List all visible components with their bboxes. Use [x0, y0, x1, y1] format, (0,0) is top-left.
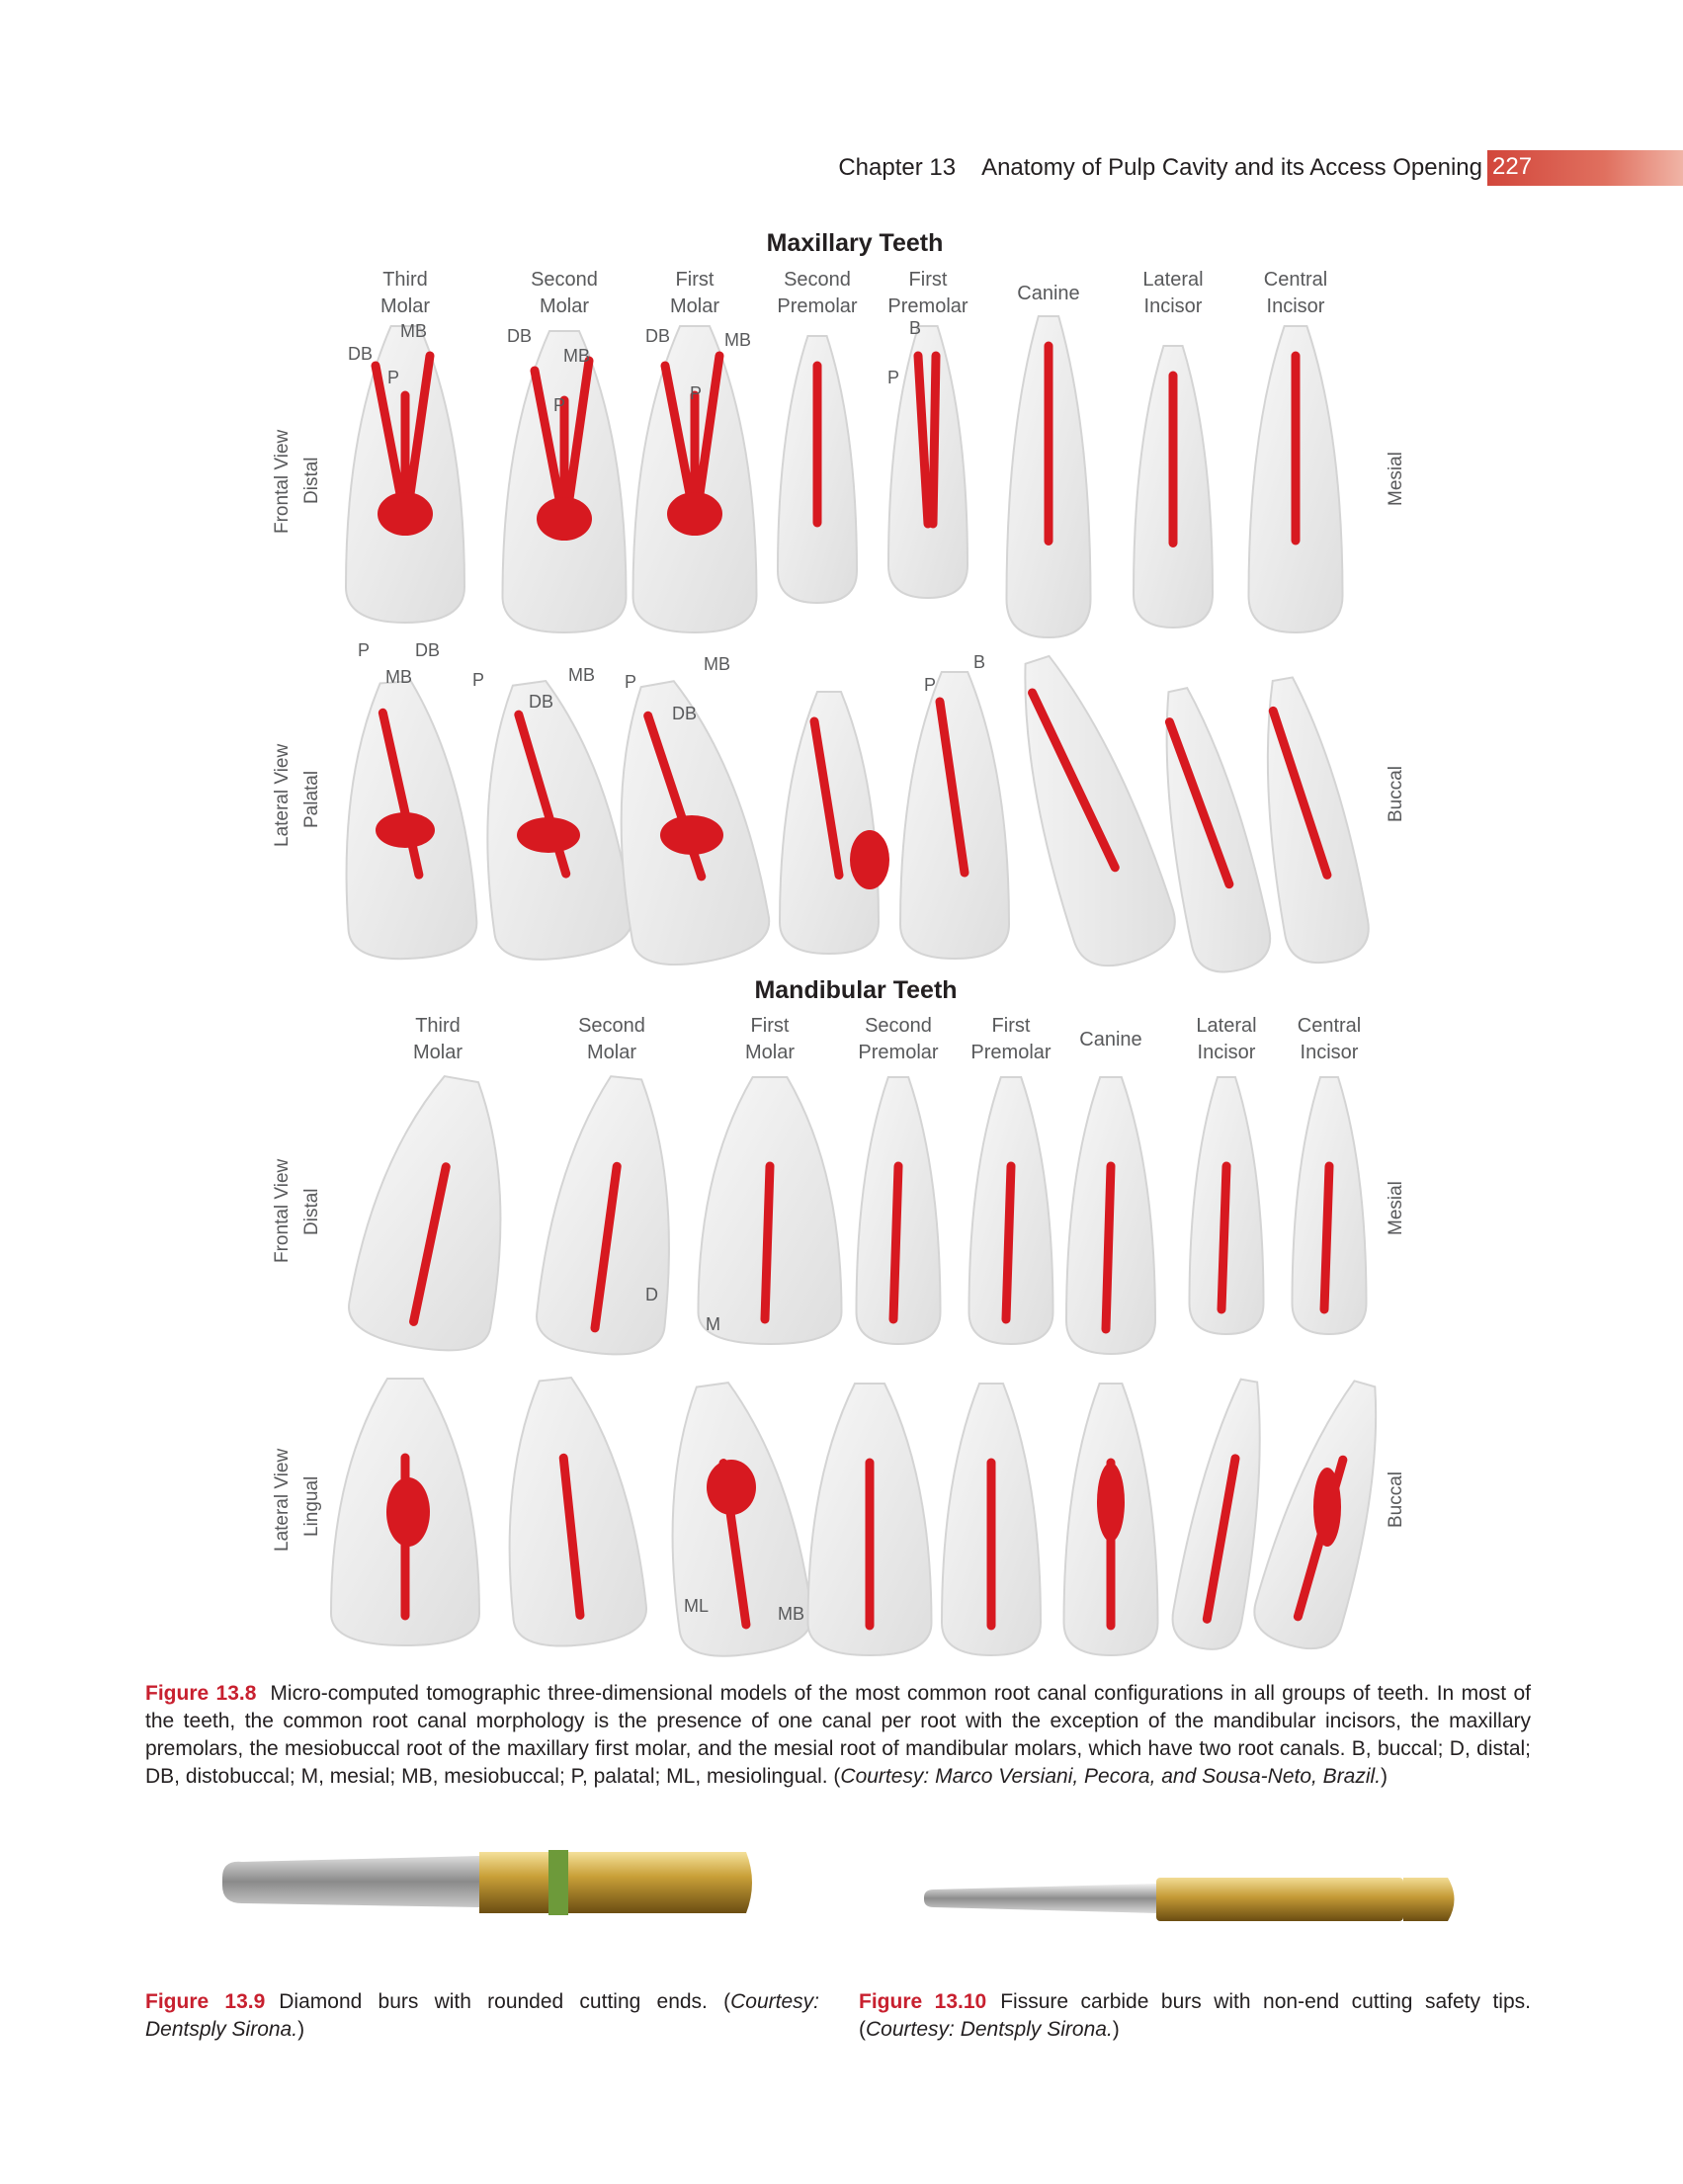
man-frontal-view-label: Frontal View — [272, 1158, 293, 1263]
mandibular-title: Mandibular Teeth — [754, 976, 958, 1004]
figure-13-10-label: Figure 13.10 — [859, 1990, 987, 2013]
canal-label: B — [973, 652, 986, 672]
max-lateral-left-side: Palatal — [301, 770, 322, 828]
canal-label: MB — [385, 667, 412, 687]
maxillary-column-label: Canine — [1017, 283, 1080, 304]
mandibular-column-label: First Molar — [744, 1015, 795, 1063]
maxillary-column-label: Central Incisor — [1263, 269, 1328, 317]
figure-13-8-caption: Figure 13.8 Micro-computed tomographic three-dimensional models of the most common root canal configurations in all groups of teeth. In most of the teeth, the common root canal morphology is the presence of one canal per root with the exception of the mandibular incisors, the maxillary premolars, the mesiobuccal root of the maxillary first molar, and the mesial root of mandibular molars, which have two root canals. B, buccal; D, distal; DB, distobuccal; M, mesial; MB, mesiobuccal; P, palatal; ML, mesiolingual. (Courtesy: Marco Versiani, Pecora, and Sousa-Neto, Brazil.) — [145, 1682, 1531, 1788]
man-frontal-right-side: Mesial — [1386, 1181, 1406, 1235]
max-frontal-right-side: Mesial — [1386, 452, 1406, 506]
mandibular-column-label: Central Incisor — [1297, 1015, 1362, 1063]
mandibular-column-label: Second Molar — [578, 1015, 645, 1063]
canal-label: MB — [568, 665, 595, 685]
figure-13-9-credit: Courtesy: Dentsply Sirona. — [145, 1990, 819, 2041]
figure-13-10-credit: Courtesy: Dentsply Sirona. — [866, 2018, 1113, 2041]
canal-label: ML — [684, 1596, 710, 1616]
canal-label: B — [909, 318, 922, 338]
max-lateral-right-side: Buccal — [1386, 765, 1406, 822]
canal-label: D — [645, 1285, 658, 1304]
figure-13-10-text: Fissure carbide burs with non-end cutting safety tips. ( — [859, 1990, 1531, 2041]
maxillary-column-label: Lateral Incisor — [1142, 269, 1204, 317]
figure-13-9-caption: Figure 13.9 Diamond burs with rounded cutting ends. (Courtesy: Dentsply Sirona.) — [145, 1990, 819, 2041]
carbide-bur-image — [919, 1866, 1473, 1935]
max-frontal-left-side: Distal — [301, 457, 322, 504]
canal-label: DB — [645, 326, 671, 346]
canal-label: P — [472, 670, 485, 690]
man-lateral-left-side: Lingual — [301, 1475, 322, 1537]
maxillary-column-label: First Molar — [669, 269, 719, 317]
figure-13-9-label: Figure 13.9 — [145, 1990, 266, 2013]
canal-label: P — [553, 395, 566, 415]
figure-13-8-credit: Courtesy: Marco Versiani, Pecora, and Sousa-Neto, Brazil. — [840, 1765, 1382, 1788]
mandibular-column-label: Second Premolar — [858, 1015, 939, 1063]
canal-label: DB — [529, 692, 554, 712]
canal-label: MB — [724, 330, 751, 350]
man-lateral-view-label: Lateral View — [272, 1448, 293, 1552]
canal-label: M — [706, 1314, 720, 1334]
canal-label: DB — [415, 640, 441, 660]
mandibular-column-label: Canine — [1079, 1029, 1142, 1050]
canal-label: MB — [704, 654, 730, 674]
max-frontal-view-label: Frontal View — [272, 429, 293, 534]
man-frontal-left-side: Distal — [301, 1188, 322, 1235]
maxillary-column-label: Second Molar — [531, 269, 598, 317]
maxillary-column-label: First Premolar — [887, 269, 968, 317]
mandibular-column-label: Third Molar — [412, 1015, 463, 1063]
canal-label: P — [887, 368, 900, 387]
canal-label: P — [625, 672, 637, 692]
figure-13-10-caption: Figure 13.10 Fissure carbide burs with non-end cutting safety tips. (Courtesy: Dentsply Sirona.) — [859, 1990, 1531, 2041]
canal-label: P — [358, 640, 371, 660]
canal-label: MB — [400, 321, 427, 341]
figure-13-8-label: Figure 13.8 — [145, 1682, 257, 1705]
max-lateral-view-label: Lateral View — [272, 743, 293, 847]
canal-label: DB — [348, 344, 374, 364]
mandibular-column-label: Lateral Incisor — [1196, 1015, 1257, 1063]
figure-13-8-text: Micro-computed tomographic three-dimensional models of the most common root canal configurations in all groups of teeth. In most of the teeth, the common root canal morphology is the presence of one canal per root with the exception of the mandibular incisors, the maxillary premolars, the mesiobuccal root of the maxillary first molar, and the mesial root of mandibular molars, which have two root canals. B, buccal; D, distal; DB, distobuccal; M, mesial; MB, mesiobuccal; P, palatal; ML, mesiolingual. ( — [145, 1682, 1531, 1788]
maxillary-column-label: Third Molar — [379, 269, 430, 317]
mandibular-column-label: First Premolar — [970, 1015, 1052, 1063]
canal-label: DB — [672, 704, 698, 723]
canal-label: MB — [778, 1604, 804, 1624]
canal-label: P — [924, 675, 937, 695]
page-number: 227 — [1492, 153, 1533, 180]
chapter-title: Anatomy of Pulp Cavity and its Access Opening — [981, 154, 1482, 181]
chapter-number: Chapter 13 — [838, 154, 957, 181]
maxillary-column-label: Second Premolar — [777, 269, 858, 317]
canal-label: P — [387, 368, 400, 387]
man-lateral-right-side: Buccal — [1386, 1470, 1406, 1528]
canal-label: DB — [507, 326, 533, 346]
diamond-bur-image — [212, 1838, 766, 1937]
canal-label: MB — [563, 346, 590, 366]
maxillary-title: Maxillary Teeth — [766, 229, 944, 257]
figure-13-9-text: Diamond burs with rounded cutting ends. ( — [279, 1990, 731, 2013]
canal-label: P — [690, 383, 703, 403]
